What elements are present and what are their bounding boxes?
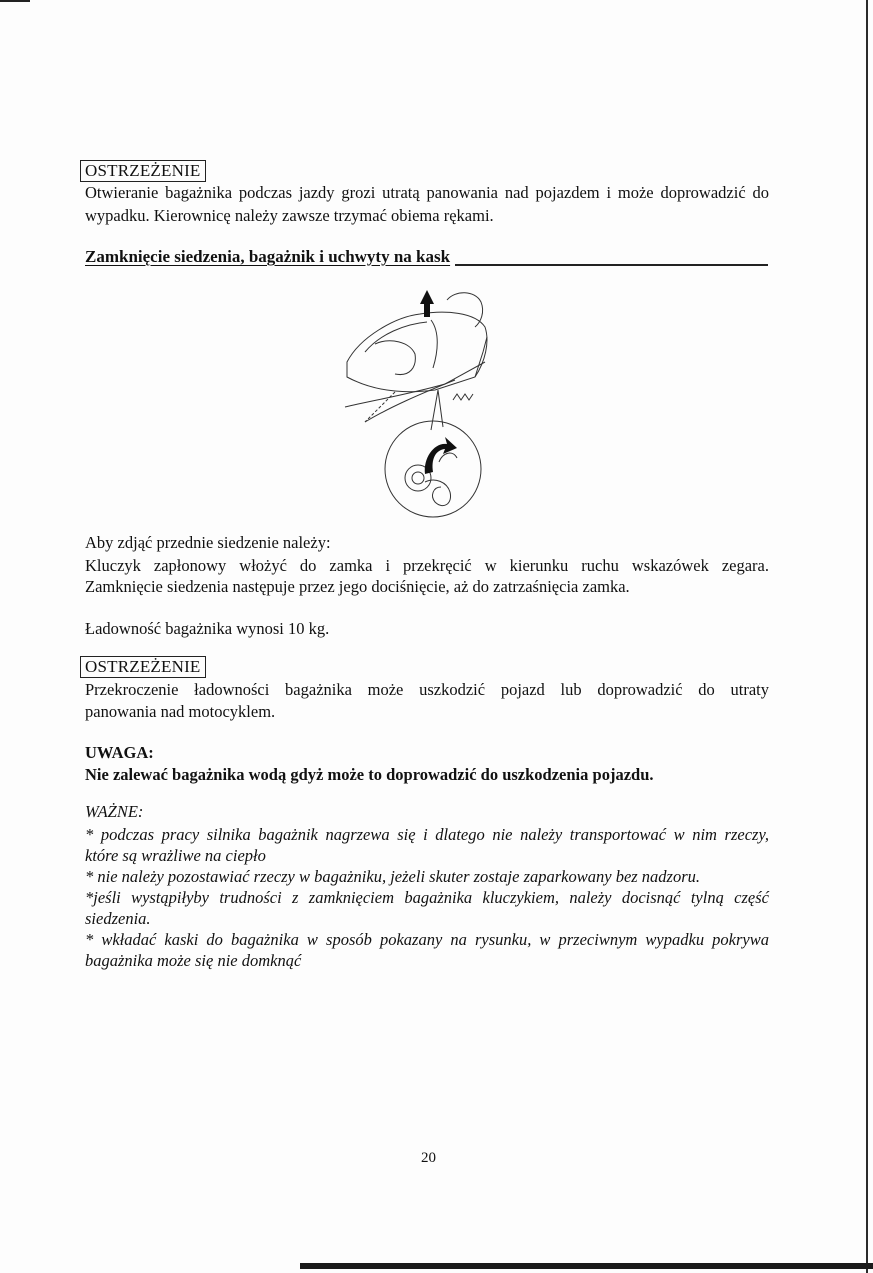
warning-2-line-1: Przekroczenie ładowności bagażnika może uszkodzić pojazd lub doprowadzić do utraty [85, 680, 769, 699]
seat-contour-2 [375, 341, 415, 375]
page-number: 20 [421, 1150, 436, 1166]
seat-contour-3 [431, 320, 437, 368]
lock-inset-circle [385, 421, 481, 517]
important-line-5: siedzenia. [85, 909, 151, 928]
rear-grip [447, 293, 483, 327]
key-cylinder-inner [412, 472, 424, 484]
seat-contour-1 [365, 322, 427, 352]
scan-edge-top [0, 0, 30, 2]
capacity-text: Ładowność bagażnika wynosi 10 kg. [85, 619, 330, 638]
scan-edge-right [866, 0, 868, 1273]
note-label: UWAGA: [85, 743, 154, 762]
body-line-1 [345, 362, 485, 407]
warning-2-box [80, 656, 206, 678]
seat-lock-illustration [335, 282, 505, 527]
leader-line [431, 390, 443, 430]
section-heading-rule [455, 264, 768, 266]
hinge-detail [453, 394, 473, 400]
instructions-line-1: Kluczyk zapłonowy włożyć do zamka i przekręcić w kierunku ruchu wskazówek zegara. [85, 556, 769, 575]
body-line-3 [365, 392, 395, 422]
turn-arrow-hint [439, 453, 457, 462]
instructions-intro: Aby zdjąć przednie siedzenie należy: [85, 533, 331, 552]
important-label: WAŻNE: [85, 802, 144, 821]
important-line-1: * podczas pracy silnika bagażnik nagrzewa się i dlatego nie należy transportować w nim rzeczy, [85, 825, 769, 844]
warning-1-line-2: wypadku. Kierownicę należy zawsze trzymać obiema rękami. [85, 206, 494, 225]
warning-1-line-1: Otwieranie bagażnika podczas jazdy grozi utratą panowania nad pojazdem i może doprowadzić do [85, 183, 769, 202]
note-text: Nie zalewać bagażnika wodą gdyż może to doprowadzić do uszkodzenia pojazdu. [85, 765, 654, 784]
warning-2-line-2: panowania nad motocyklem. [85, 702, 276, 721]
section-heading: Zamknięcie siedzenia, bagażnik i uchwyty na kask [85, 247, 451, 266]
important-line-4: *jeśli wystąpiłyby trudności z zamknięciem bagażnika kluczykiem, należy docisnąć tylną część [85, 888, 769, 907]
warning-1-box [80, 160, 206, 182]
warning-1-label: OSTRZEŻENIE [80, 160, 206, 182]
warning-2-label: OSTRZEŻENIE [80, 656, 206, 678]
scan-edge-bottom [300, 1263, 873, 1269]
rotate-clockwise-icon [425, 437, 457, 474]
key-outline [425, 480, 451, 506]
important-line-3: * nie należy pozostawiać rzeczy w bagażniku, jeżeli skuter zostaje zaparkowany bez nadzoru. [85, 867, 701, 886]
important-line-6: * wkładać kaski do bagażnika w sposób pokazany na rysunku, w przeciwnym wypadku pokrywa [85, 930, 769, 949]
instructions-line-2: Zamknięcie siedzenia następuje przez jego dociśnięcie, aż do zatrzaśnięcia zamka. [85, 577, 630, 596]
rear-body [475, 337, 487, 377]
important-line-7: bagażnika może się nie domknąć [85, 951, 302, 970]
important-line-2: które są wrażliwe na ciepło [85, 846, 266, 865]
seat-outline [347, 312, 487, 392]
